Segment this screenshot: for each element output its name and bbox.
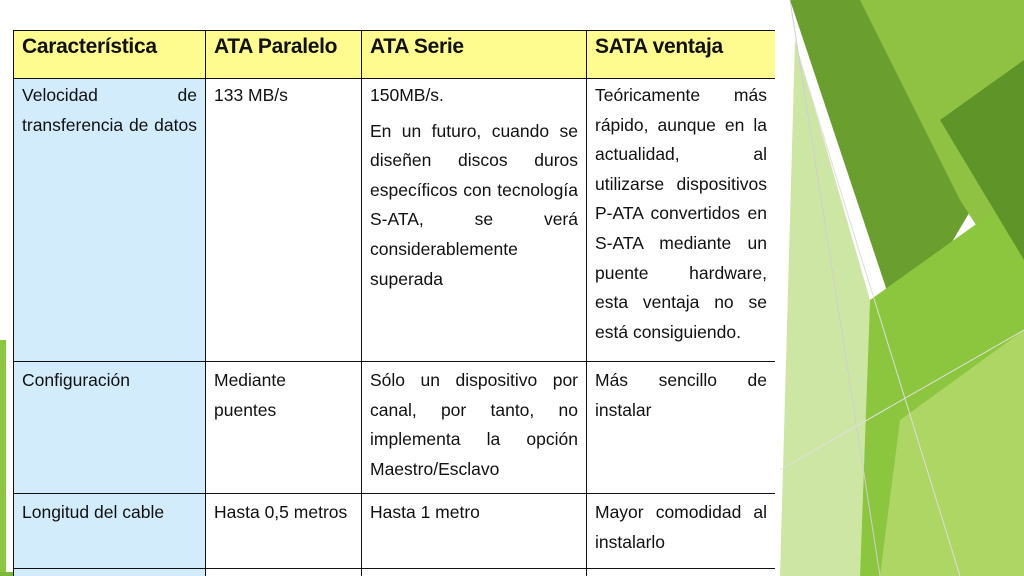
header-caracteristica: Característica: [14, 31, 206, 79]
header-sata-ventaja: SATA ventaja: [587, 31, 776, 79]
feature-text: Configuración: [22, 370, 130, 390]
cell-feature: [14, 79, 206, 362]
table-header-row: [14, 31, 776, 79]
cell-sata-ventaja: [587, 79, 776, 362]
table-row: [14, 494, 776, 569]
table-row: [14, 362, 776, 494]
ata-serie-text: Sólo un dispositivo por canal, por tanto, no implementa la opción Maestro/Esclavo: [370, 370, 578, 479]
cell-sata-ventaja: [587, 362, 776, 494]
cell-ata-serie: [362, 362, 587, 494]
sata-ventaja-text: Teóricamente más rápido, aunque en la actualidad, al utilizarse dispositivos P-ATA convertidos en S-ATA mediante un puente hardware, esta ventaja no se está consiguiendo.: [595, 85, 767, 342]
left-accent-bar: [0, 340, 6, 576]
ata-paralelo-text: Hasta 0,5 metros: [214, 502, 348, 522]
cell-ata-paralelo: [206, 362, 362, 494]
cell-empty: [362, 569, 587, 576]
feature-text: Longitud del cable: [22, 502, 165, 522]
cell-feature: [14, 494, 206, 569]
header-ata-paralelo: ATA Paralelo: [206, 31, 362, 79]
cell-ata-serie: [362, 494, 587, 569]
cell-ata-paralelo: [206, 494, 362, 569]
ata-serie-note: En un futuro, cuando se diseñen discos duros específicos con tecnología S-ATA, se verá considerablemente superada: [370, 120, 578, 289]
ata-serie-text: Hasta 1 metro: [370, 502, 480, 522]
table-row-partial: [14, 569, 776, 576]
sata-ventaja-text: Mayor comodidad al instalarlo: [595, 502, 767, 552]
cell-sata-ventaja: [587, 494, 776, 569]
comparison-table: [13, 30, 775, 576]
cell-ata-paralelo: [206, 79, 362, 362]
cell-ata-serie: [362, 79, 587, 362]
feature-text: Velocidad de transferencia de datos: [22, 85, 197, 135]
comparison-table-container: [13, 30, 775, 576]
table-row: [14, 79, 776, 362]
sata-ventaja-text: Más sencillo de instalar: [595, 370, 767, 420]
ata-paralelo-text: 133 MB/s: [214, 85, 288, 105]
cell-feature: [14, 362, 206, 494]
cell-feature-empty: [14, 569, 206, 576]
header-ata-serie: ATA Serie: [362, 31, 587, 79]
cell-empty: [587, 569, 776, 576]
ata-paralelo-text: Mediante puentes: [214, 370, 286, 420]
cell-empty: [206, 569, 362, 576]
ata-serie-text: 150MB/s.: [370, 85, 444, 105]
